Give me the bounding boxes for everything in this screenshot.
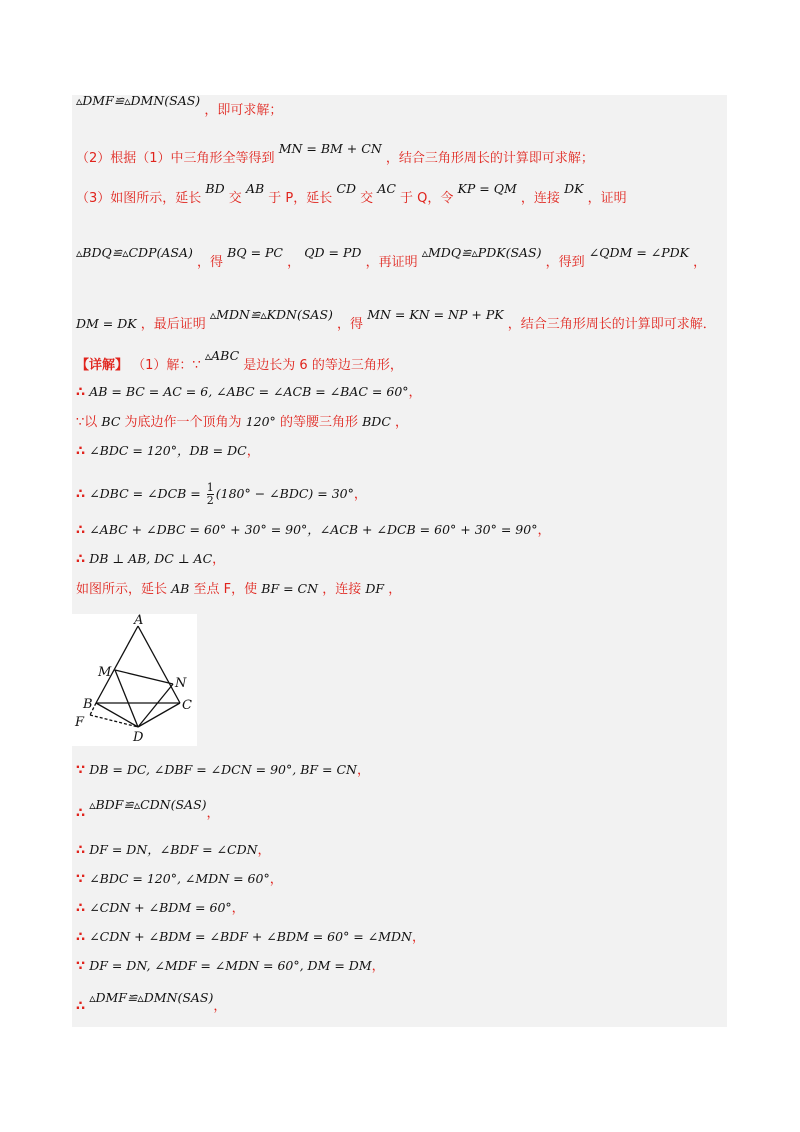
because-symbol: ∵ [76,872,86,887]
text: （1）解：∵ [132,358,201,373]
text: 的等腰三角形 [279,415,358,430]
text: 于 P，延长 [268,191,333,206]
triangle-diagram [72,614,197,746]
math: ▵ABC [204,348,240,363]
math: DF = DN, ∠MDF = ∠MDN = 60°, DM = DM [89,958,372,973]
segment-MD [115,670,138,727]
line-16 [76,842,271,859]
text: ，即可求解； [204,103,283,118]
text: ， [257,843,271,858]
text: ，得到 [545,255,585,270]
text: ，结合三角形周长的计算即可求解． [507,317,716,332]
line-15 [76,797,220,821]
because-symbol: ∵ [76,763,86,778]
therefore-symbol: ∴ [76,843,86,858]
text: ， [269,872,283,887]
text: ， [408,385,422,400]
line-11 [76,522,550,539]
math: DF = DN，∠BDF = ∠CDN [89,842,258,857]
math: KP = QM [457,181,517,196]
math: AB [245,181,265,196]
text: ∵以 [76,415,98,430]
math: (180° − ∠BDC) = 30° [215,486,354,501]
math: AB = BC = AC = 6, ∠ABC = ∠ACB = ∠BAC = 60° [89,384,409,399]
text: ，得 [337,317,364,332]
therefore-symbol: ∴ [76,523,86,538]
line-7 [76,384,422,401]
text: ， [353,487,367,502]
line-13 [76,581,401,598]
label-D: D [133,730,144,745]
line-20 [76,958,385,975]
line-17 [76,871,283,888]
text: （3）如图所示，延长 [76,191,202,206]
text: ， [388,582,402,597]
text: 是边长为 6 的等边三角形， [243,358,403,373]
math: ∠DBC = ∠DCB = [89,486,205,501]
label-M: M [98,665,112,680]
math: ▵MDN≌▵KDN(SAS) [209,307,333,322]
side-CD [138,703,180,727]
line-14 [76,762,370,779]
text: ， [246,444,260,459]
therefore-symbol: ∴ [76,487,86,502]
math: DB ⊥ AB, DC ⊥ AC [89,551,213,566]
text: ，结合三角形周长的计算即可求解； [385,151,594,166]
math: ▵DMF≌▵DMN(SAS) [89,990,214,1005]
fraction-numerator: 1 [206,481,214,494]
therefore-symbol: ∴ [76,552,86,567]
because-symbol: ∵ [76,959,86,974]
math: ∠BDC = 120°，DB = DC [89,443,247,458]
text: ，再证明 [365,255,418,270]
label-B: B [83,697,93,712]
math: BF = CN [261,581,319,596]
text: ，连接 [520,191,560,206]
text: 交 [360,191,374,206]
math: ▵BDF≌▵CDN(SAS) [89,797,207,812]
text: 为底边作一个顶角为 [124,415,242,430]
label-F: F [75,715,85,730]
text: 至点 F，使 [193,582,258,597]
math: BQ = PC [227,245,283,260]
text: ， [212,552,226,567]
math: BDC [362,414,391,429]
line-5 [76,307,716,333]
math: BD [205,181,225,196]
segment-ND [138,684,173,727]
math: ∠CDN + ∠BDM = ∠BDF + ∠BDM = 60° = ∠MDN [89,929,412,944]
therefore-symbol: ∴ [76,444,86,459]
therefore-symbol: ∴ [76,930,86,945]
text: ， [395,415,409,430]
text: ， [287,255,301,270]
triangle-figure [72,614,197,746]
math: ▵MDQ≌▵PDK(SAS) [421,245,542,260]
line-8 [76,414,408,431]
side-AC [138,626,180,703]
math: ∠QDM = ∠PDK [588,245,690,260]
math: ▵DMF≌▵DMN(SAS) [76,93,201,108]
text: ， [371,959,385,974]
text: ， [693,255,707,270]
math: MN = BM + CN [278,141,382,156]
text: ， [231,901,245,916]
line-6 [76,348,403,374]
line-2 [76,141,594,167]
math: ∠CDN + ∠BDM = 60° [89,900,232,915]
text: ， [537,523,551,538]
therefore-symbol: ∴ [76,385,86,400]
math: ∠ABC + ∠DBC = 60° + 30° = 90°，∠ACB + ∠DCB = 60° + 30° = 90° [89,522,538,537]
line-9 [76,443,260,460]
detail-tag: 【详解】 [76,358,129,373]
text: ， [356,763,370,778]
math: BC [101,414,121,429]
text: ， [206,806,220,821]
math: DF [365,581,385,596]
segment-MN [115,670,173,684]
text: （2）根据（1）中三角形全等得到 [76,151,275,166]
line-19 [76,929,425,946]
text: ， [213,999,227,1014]
therefore-symbol: ∴ [76,806,86,821]
label-C: C [182,698,192,713]
text: ，证明 [587,191,627,206]
line-18 [76,900,245,917]
math: AC [377,181,396,196]
math: DK [564,181,584,196]
math: ▵BDQ≌▵CDP(ASA) [76,245,193,260]
line-10 [76,482,367,507]
text: ，连接 [322,582,362,597]
line-4 [76,245,707,271]
line-12 [76,551,225,568]
math: DM = DK [76,316,137,331]
text: 如图所示，延长 [76,582,168,597]
text: ，得 [197,255,224,270]
math: MN = KN = NP + PK [367,307,504,322]
segment-FD [90,715,138,727]
fraction-denominator: 2 [206,494,214,507]
math: CD [336,181,357,196]
math: QD = PD [304,245,362,260]
line-3 [76,181,627,207]
math: DB = DC, ∠DBF = ∠DCN = 90°, BF = CN [89,762,357,777]
math: 120° [245,414,276,429]
fraction [207,482,214,507]
therefore-symbol: ∴ [76,999,86,1014]
text: 交 [228,191,242,206]
label-A: A [134,614,144,628]
text: ，最后证明 [140,317,206,332]
math: ∠BDC = 120°, ∠MDN = 60° [89,871,270,886]
math: AB [171,581,190,596]
side-BD [96,703,138,727]
label-N: N [175,676,187,691]
line-1 [76,93,283,119]
line-21 [76,990,227,1014]
therefore-symbol: ∴ [76,901,86,916]
text: ， [412,930,426,945]
text: 于 Q，令 [400,191,454,206]
